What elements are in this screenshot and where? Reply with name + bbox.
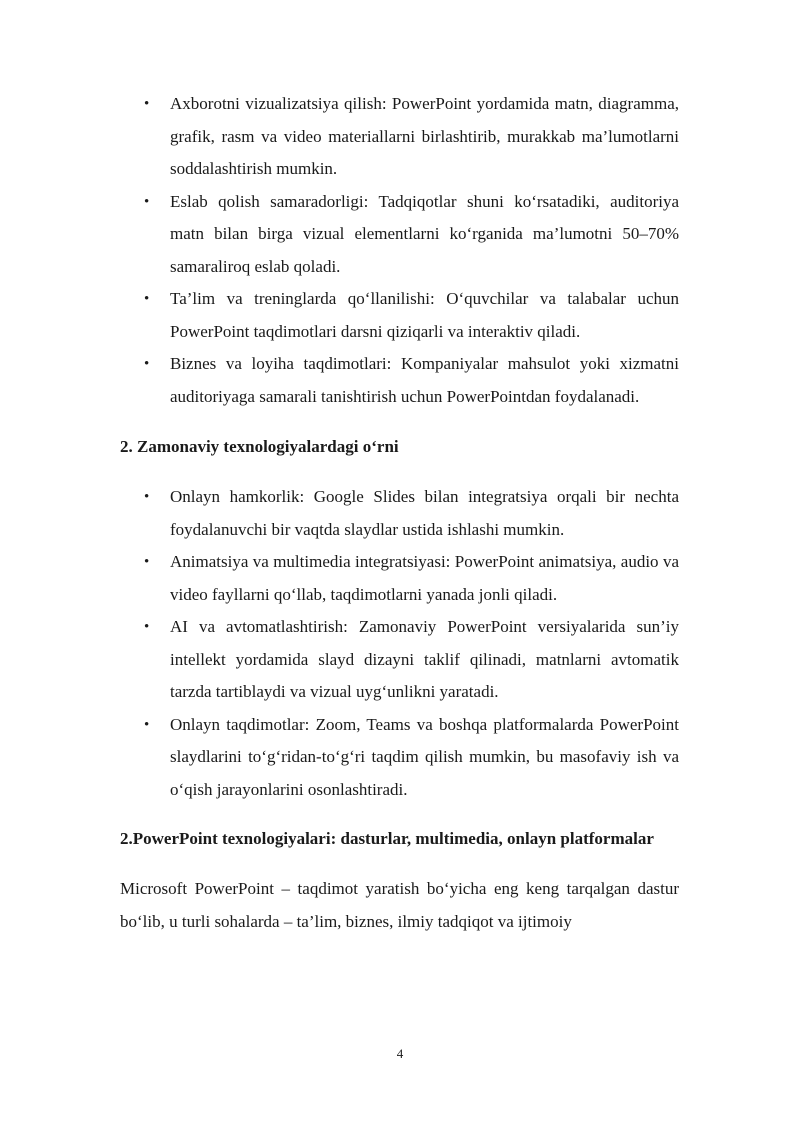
list-item: • Ta’lim va treninglarda qo‘llanilishi: O‘quvchilar va talabalar uchun PowerPoint taqdimotlari darsni qiziqarli va interaktiv qiladi.: [120, 283, 679, 348]
section-heading: 2. Zamonaviy texnologiyalardagi o‘rni: [120, 437, 399, 456]
list-item: • Eslab qolish samaradorligi: Tadqiqotlar shuni ko‘rsatadiki, auditoriya matn bilan birga vizual elementlarni ko‘rganida ma’lumotni 50–70% samaraliroq eslab qoladi.: [120, 186, 679, 284]
bullet-list-section2: [120, 481, 679, 806]
page-content: [120, 88, 679, 938]
bullet-list-section1: [120, 88, 679, 413]
page-number: 4: [396, 1046, 404, 1061]
list-item: • Onlayn taqdimotlar: Zoom, Teams va boshqa platformalarda PowerPoint slaydlarini to‘g‘ridan-to‘g‘ri taqdim qilish mumkin, bu masofaviy ish va o‘qish jarayonlarini osonlashtiradi.: [120, 709, 679, 807]
body-paragraph: Microsoft PowerPoint – taqdimot yaratish bo‘yicha eng keng tarqalgan dastur bo‘lib, u turli sohalarda – ta’lim, biznes, ilmiy tadqiqot va ijtimoiy: [120, 879, 679, 931]
list-item: • Animatsiya va multimedia integratsiyasi: PowerPoint animatsiya, audio va video fayllarni qo‘llab, taqdimotlarni yanada jonli qiladi.: [120, 546, 679, 611]
list-item: • Onlayn hamkorlik: Google Slides bilan integratsiya orqali bir nechta foydalanuvchi bir vaqtda slaydlar ustida ishlashi mumkin.: [120, 481, 679, 546]
list-item: • Axborotni vizualizatsiya qilish: PowerPoint yordamida matn, diagramma, grafik, rasm va video materiallarni birlashtirib, murakkab ma’lumotlarni soddalashtirish mumkin.: [120, 88, 679, 186]
list-item: • Biznes va loyiha taqdimotlari: Kompaniyalar mahsulot yoki xizmatni auditoriyaga samarali tanishtirish uchun PowerPointdan foydalanadi.: [120, 348, 679, 413]
list-item: • AI va avtomatlashtirish: Zamonaviy PowerPoint versiyalarida sun’iy intellekt yordamida slayd dizayni taklif qilinadi, matnlarni avtomatik tarzda tartiblaydi va vizual uyg‘unlikni yaratadi.: [120, 611, 679, 709]
section-heading: 2.PowerPoint texnologiyalari: dasturlar, multimedia, onlayn platformalar: [120, 829, 654, 848]
